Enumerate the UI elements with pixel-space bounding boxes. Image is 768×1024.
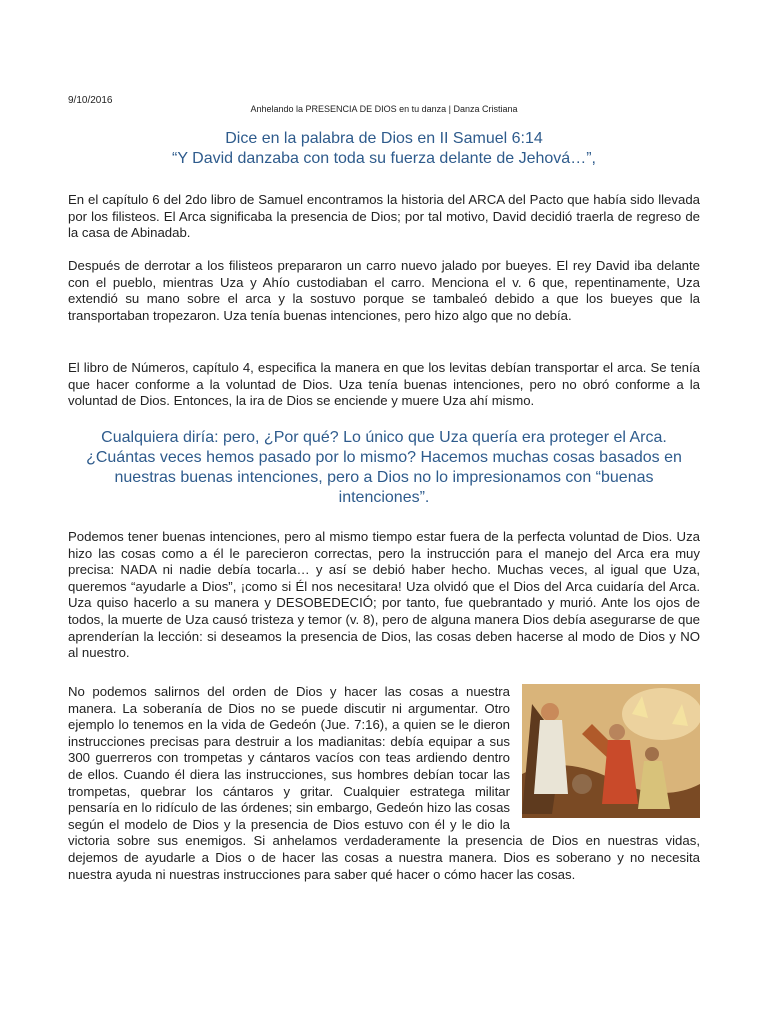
paragraph-uza: Después de derrotar a los filisteos prepararon un carro nuevo jalado por bueyes. El rey David iba delante con el pueblo, mientras Uza y Ahío custodiaban el carro. Menciona el v. 6 que, repentinamente, Uza extendió su mano sobre el arca y la sostuvo porque se tambaleó debido a que los bueyes que la transportaban tropezaron. Uza tenía buenas intenciones, pero hizo algo que no debía.	[68, 258, 700, 323]
paragraph-arca: En el capítulo 6 del 2do libro de Samuel encontramos la historia del ARCA del Pacto que había sido llevada por los filisteos. El Arca significaba la presencia de Dios; por tal motivo, David decidió traerla de regreso de la casa de Abinadab.	[68, 192, 700, 241]
illustration-art-icon	[522, 684, 700, 818]
verse-heading-line2: “Y David danzaba con toda su fuerza delante de Jehová…”,	[172, 150, 596, 167]
question-heading: Cualquiera diría: pero, ¿Por qué? Lo único que Uza quería era proteger el Arca. ¿Cuántas veces hemos pasado por lo mismo? Hacemos muchas cosas basados en nuestras buenas intenciones, pero a Dios no lo impresionamos con “buenas intenciones”.	[86, 429, 682, 506]
verse-heading	[68, 129, 700, 169]
verse-heading-line1: Dice en la palabra de Dios en II Samuel 6:14	[225, 130, 543, 147]
paragraph-intenciones: Podemos tener buenas intenciones, pero al mismo tiempo estar fuera de la perfecta voluntad de Dios. Uza hizo las cosas como a él le parecieron correctas, pero la instrucción para el manejo del Arca era muy precisa: NADA ni nadie debía tocarla… y así se debió haber hecho. Muchas veces, al igual que Uza, queremos “ayudarle a Dios”, ¡como si Él nos necesitara! Uza olvidó que el Dios del Arca cuidaría del Arca. Uza quiso hacerlo a su manera y DESOBEDECIÓ; por tanto, fue quebrantado y murió. Ante los ojos de todos, la muerte de Uza causó tristeza y temor (v. 8), pero de alguna manera Dios debía asegurarse de que aprenderían la lección: si deseamos la presencia de Dios, las cosas deben hacerse al modo de Dios y NO al nuestro.	[68, 529, 700, 661]
gideon-army-illustration	[522, 684, 700, 818]
paragraph-gedeon-block	[68, 684, 700, 883]
paragraph-numeros: El libro de Números, capítulo 4, especifica la manera en que los levitas debían transportar el arca. Se tenía que hacer conforme a la voluntad de Dios. Uza tenía buenas intenciones, pero no obró conforme a la voluntad de Dios. Entonces, la ira de Dios se enciende y muere Uza ahí mismo.	[68, 360, 700, 409]
paragraph-gedeon: No podemos salirnos del orden de Dios y hacer las cosas a nuestra manera. La soberanía de Dios no se puede discutir ni argumentar. Otro ejemplo lo tenemos en la vida de Gedeón (Jue. 7:16), a quien se le dieron instrucciones precisas para destruir a los madianitas: debía equipar a sus 300 guerreros con trompetas y cántaros vacíos con teas ardiendo dentro de ellos. Cuando él diera las instrucciones, sus hombres debían tocar las trompetas, quebrar los cántaros y gritar. Cualquier estratega militar pensaría en lo ridículo de las órdenes; sin embargo, Gedeón hizo las cosas según el modelo de Dios y la presencia de Dios estuvo con él y le dio la victoria sobre sus enemigos. Si anhelamos verdaderamente la presencia de Dios en nuestras vidas, dejemos de ayudarle a Dios o de hacer las cosas a nuestra manera. Dios es soberano y no necesita nuestra ayuda ni nuestras instrucciones para saber qué hacer o cómo hacer las cosas.	[68, 684, 700, 882]
running-title: Anhelando la PRESENCIA DE DIOS en tu danza | Danza Cristiana	[250, 104, 518, 114]
print-date: 9/10/2016	[68, 95, 113, 106]
